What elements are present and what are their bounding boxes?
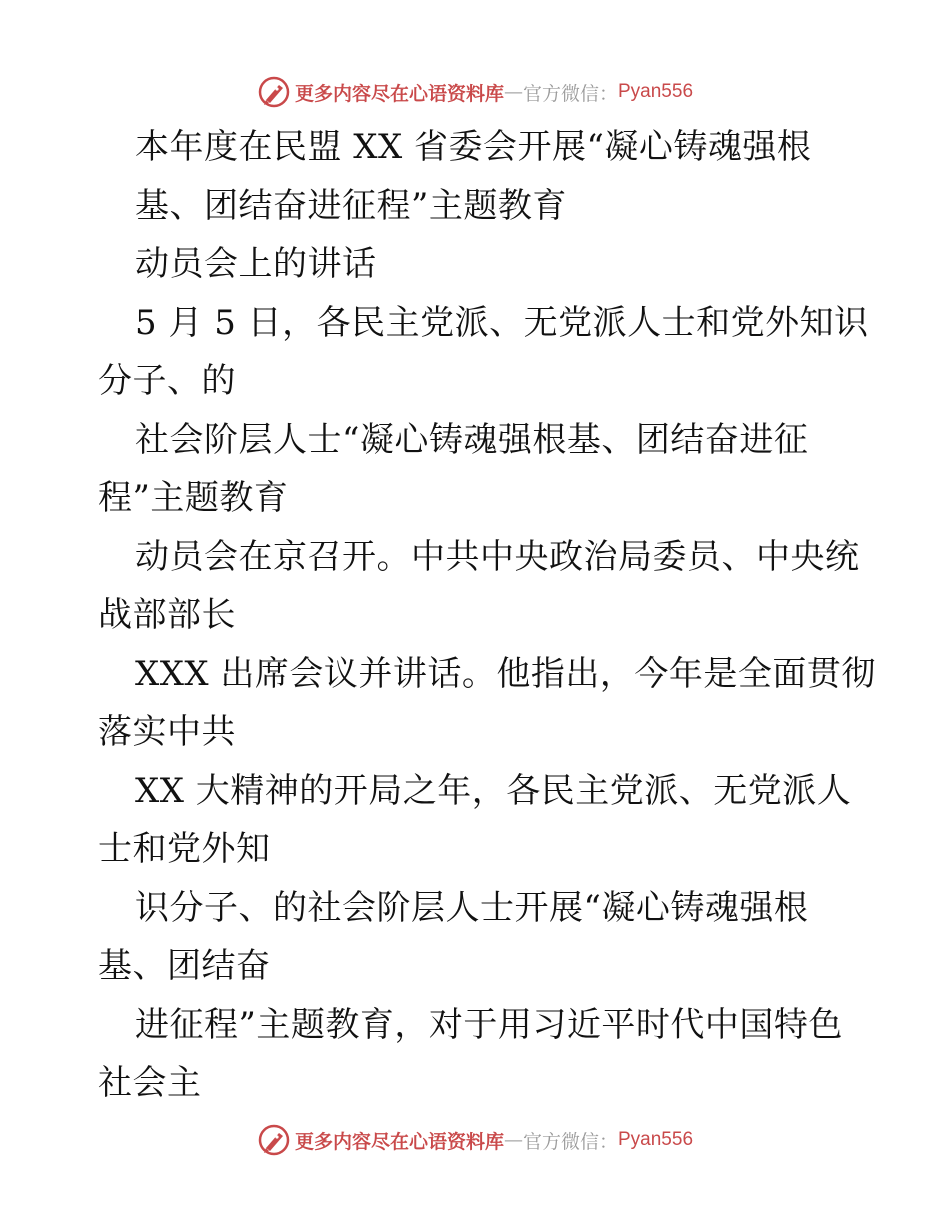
header-watermark: [0, 72, 950, 112]
document-line: 社会主: [98, 1063, 202, 1103]
document-line: 落实中共: [98, 712, 236, 752]
document-line: 识分子、的社会阶层人士开展“凝心铸魂强根: [135, 887, 809, 928]
document-line: 基、团结奋: [98, 946, 271, 986]
pen-nib-logo-icon: [257, 75, 291, 109]
watermark-title: 更多内容尽在心语资料库: [294, 1130, 504, 1153]
watermark-label: 官方微信：: [522, 1130, 618, 1153]
document-line: 社会阶层人士“凝心铸魂强根基、团结奋进征: [135, 419, 809, 460]
document-line: 战部部长: [98, 595, 236, 635]
document-line: 士和党外知: [98, 829, 271, 869]
document-line: 进征程”主题教育，对于用习近平时代中国特色: [135, 1004, 843, 1045]
document-line: 5 月 5 日，各民主党派、无党派人士和党外知识: [135, 302, 869, 343]
document-line: 动员会上的讲话: [135, 244, 377, 284]
watermark-label: 官方微信：: [522, 82, 618, 105]
document-line: 程”主题教育: [98, 478, 289, 518]
document-line: 分子、的: [98, 361, 236, 401]
document-body: [0, 118, 950, 1113]
watermark-separator: —: [503, 1129, 523, 1151]
watermark-title: 更多内容尽在心语资料库: [294, 82, 504, 105]
watermark-handle: Pyan556: [618, 1129, 694, 1150]
watermark-separator: —: [503, 81, 523, 103]
document-line: 基、团结奋进征程”主题教育: [135, 185, 567, 226]
watermark-handle: Pyan556: [618, 81, 694, 102]
footer-watermark: [0, 1120, 950, 1160]
document-line: XX 大精神的开局之年，各民主党派、无党派人: [135, 770, 852, 811]
document-line: XXX 出席会议并讲话。他指出，今年是全面贯彻: [135, 653, 876, 694]
document-line: 动员会在京召开。中共中央政治局委员、中央统: [135, 536, 860, 577]
pen-nib-logo-icon: [257, 1123, 291, 1157]
document-line: 本年度在民盟 XX 省委会开展“凝心铸魂强根: [135, 127, 812, 167]
